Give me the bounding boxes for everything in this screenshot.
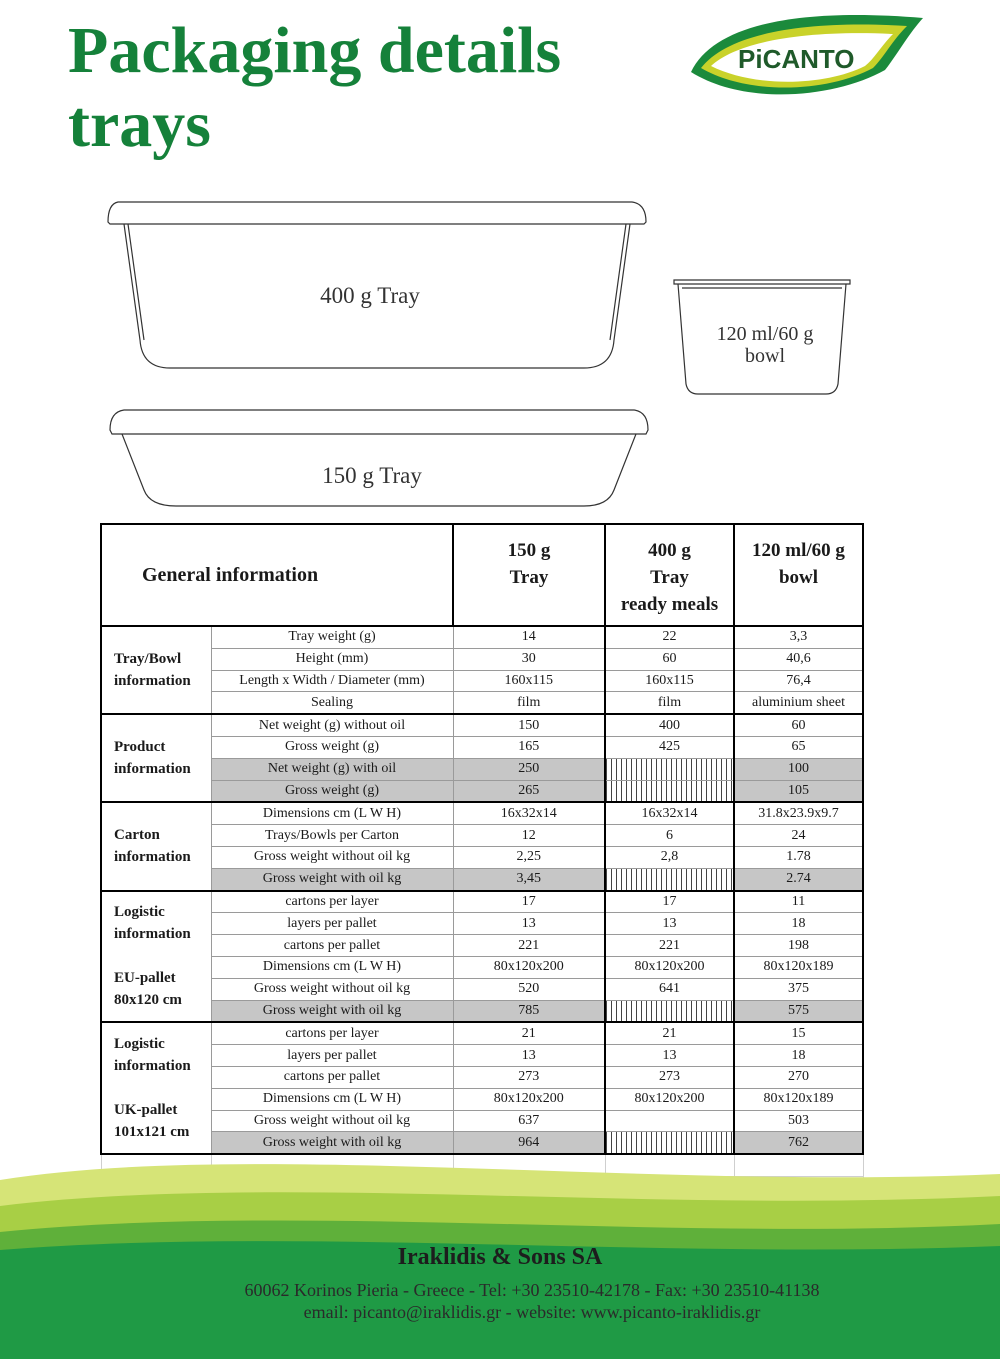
title-line-1: Packaging details [68,14,562,87]
cell-400g: 6 [605,825,734,847]
cell-bowl: 31.8x23.9x9.7 [734,802,863,824]
row-label: Net weight (g) with oil [211,758,453,780]
cell-400g: 17 [605,891,734,913]
table-row [101,956,863,978]
cell-bowl: 762 [734,1132,863,1154]
cell-150g: 3,45 [453,868,605,890]
row-label: Gross weight without oil kg [211,846,453,868]
cell-150g: 13 [453,913,605,935]
row-label: layers per pallet [211,1045,453,1067]
table-row [101,1088,863,1110]
table-row [101,825,863,847]
cell-400g-na [605,868,734,890]
cell-150g: 30 [453,648,605,670]
table-row [101,648,863,670]
table-row [101,891,863,913]
table-row [101,1022,863,1044]
column-header-400g-tray: 400 g Tray ready meals [605,524,734,626]
company-contact: email: picanto@iraklidis.gr - website: www.picanto-iraklidis.gr [303,1302,761,1322]
cell-150g: 17 [453,891,605,913]
cell-bowl: 3,3 [734,626,863,648]
cell-150g: 150 [453,714,605,736]
cell-150g: 80x120x200 [453,1088,605,1110]
cell-400g: 221 [605,935,734,957]
table-row [101,913,863,935]
row-label: Length x Width / Diameter (mm) [211,670,453,692]
table-row [101,1066,863,1088]
row-label: Dimensions cm (L W H) [211,1088,453,1110]
cell-bowl: 2.74 [734,868,863,890]
cell-400g-na [605,1000,734,1022]
table-row [101,935,863,957]
cell-bowl: 270 [734,1066,863,1088]
cell-bowl: 65 [734,736,863,758]
row-label: Gross weight (g) [211,780,453,802]
cell-bowl: 100 [734,758,863,780]
row-label: Height (mm) [211,648,453,670]
row-label: Dimensions cm (L W H) [211,956,453,978]
cell-400g: 13 [605,913,734,935]
cell-400g: 21 [605,1022,734,1044]
cell-150g: 785 [453,1000,605,1022]
cell-bowl: 11 [734,891,863,913]
cell-150g: 16x32x14 [453,802,605,824]
row-label: Sealing [211,692,453,714]
table-row [101,1000,863,1022]
picanto-logo [685,12,930,104]
container-drawings [0,190,1000,520]
cell-bowl: 60 [734,714,863,736]
bowl-label-line-1: 120 ml/60 g [716,323,814,345]
cell-150g: 14 [453,626,605,648]
table-row [101,978,863,1000]
logo-wordmark: PiCANTO [738,44,855,74]
row-label: Gross weight with oil kg [211,868,453,890]
row-label: Gross weight with oil kg [211,1132,453,1154]
cell-400g: 80x120x200 [605,956,734,978]
cell-400g-empty [605,1110,734,1132]
row-label: cartons per layer [211,891,453,913]
tray-400-label: 400 g Tray [320,283,420,308]
cell-400g: 425 [605,736,734,758]
table-row [101,626,863,648]
cell-150g: 21 [453,1022,605,1044]
cell-bowl: 76,4 [734,670,863,692]
cell-150g: 160x115 [453,670,605,692]
row-label: cartons per pallet [211,1066,453,1088]
cell-400g: 22 [605,626,734,648]
row-label: Gross weight without oil kg [211,1110,453,1132]
cell-150g: 13 [453,1045,605,1067]
cell-400g: 60 [605,648,734,670]
cell-bowl: 18 [734,1045,863,1067]
table-row [101,846,863,868]
row-label: Tray weight (g) [211,626,453,648]
cell-400g-na [605,780,734,802]
cell-150g: 273 [453,1066,605,1088]
table-row [101,802,863,824]
cell-400g: 400 [605,714,734,736]
row-label: Gross weight without oil kg [211,978,453,1000]
cell-400g: 160x115 [605,670,734,692]
company-name: Iraklidis & Sons SA [397,1244,603,1270]
cell-bowl: 198 [734,935,863,957]
table-row [101,1110,863,1132]
cell-150g: 12 [453,825,605,847]
row-label: Gross weight (g) [211,736,453,758]
cell-bowl: 1.78 [734,846,863,868]
cell-150g: 80x120x200 [453,956,605,978]
cell-bowl: 503 [734,1110,863,1132]
row-label: Gross weight with oil kg [211,1000,453,1022]
row-label: Dimensions cm (L W H) [211,802,453,824]
cell-150g: film [453,692,605,714]
cell-150g: 265 [453,780,605,802]
table-row [101,714,863,736]
tray-150-label: 150 g Tray [322,463,422,488]
group-tray-bowl: Tray/Bowl information [101,626,211,714]
cell-400g: 13 [605,1045,734,1067]
cell-bowl: 40,6 [734,648,863,670]
cell-bowl: 15 [734,1022,863,1044]
group-uk-pallet: Logistic information UK-pallet 101x121 cm [101,1022,211,1154]
table-row [101,758,863,780]
group-product: Product information [101,714,211,802]
table-row [101,670,863,692]
general-information-heading: General information [101,524,453,626]
row-label: Trays/Bowls per Carton [211,825,453,847]
cell-150g: 964 [453,1132,605,1154]
table-row [101,868,863,890]
cell-bowl: 24 [734,825,863,847]
cell-400g-na [605,758,734,780]
row-label: cartons per pallet [211,935,453,957]
row-label: Net weight (g) without oil [211,714,453,736]
page-title [68,14,561,162]
cell-150g: 165 [453,736,605,758]
bowl-label-line-2: bowl [745,345,785,367]
column-header-150g-tray: 150 g Tray [453,524,605,626]
table-row [101,780,863,802]
cell-bowl: 18 [734,913,863,935]
cell-150g: 221 [453,935,605,957]
title-line-2: trays [68,88,211,161]
packaging-table [100,523,864,1199]
cell-400g: 273 [605,1066,734,1088]
tray-150-drawing [110,410,648,506]
cell-bowl: 575 [734,1000,863,1022]
group-carton: Carton information [101,802,211,890]
cell-150g: 637 [453,1110,605,1132]
row-label: layers per pallet [211,913,453,935]
cell-400g: 16x32x14 [605,802,734,824]
row-label: cartons per layer [211,1022,453,1044]
table-row [101,692,863,714]
cell-bowl: 105 [734,780,863,802]
company-address: 60062 Korinos Pieria - Greece - Tel: +30 23510-42178 - Fax: +30 23510-41138 [244,1280,820,1300]
group-eu-pallet: Logistic information EU-pallet 80x120 cm [101,891,211,1023]
cell-150g: 250 [453,758,605,780]
cell-400g: 641 [605,978,734,1000]
cell-bowl: 375 [734,978,863,1000]
table-row [101,736,863,758]
table-header-row [101,524,863,626]
cell-400g: 80x120x200 [605,1088,734,1110]
table-row [101,1045,863,1067]
cell-400g: 2,8 [605,846,734,868]
cell-bowl: 80x120x189 [734,1088,863,1110]
cell-150g: 2,25 [453,846,605,868]
cell-bowl: aluminium sheet [734,692,863,714]
column-header-bowl: 120 ml/60 g bowl [734,524,863,626]
cell-150g: 520 [453,978,605,1000]
cell-400g: film [605,692,734,714]
cell-bowl: 80x120x189 [734,956,863,978]
